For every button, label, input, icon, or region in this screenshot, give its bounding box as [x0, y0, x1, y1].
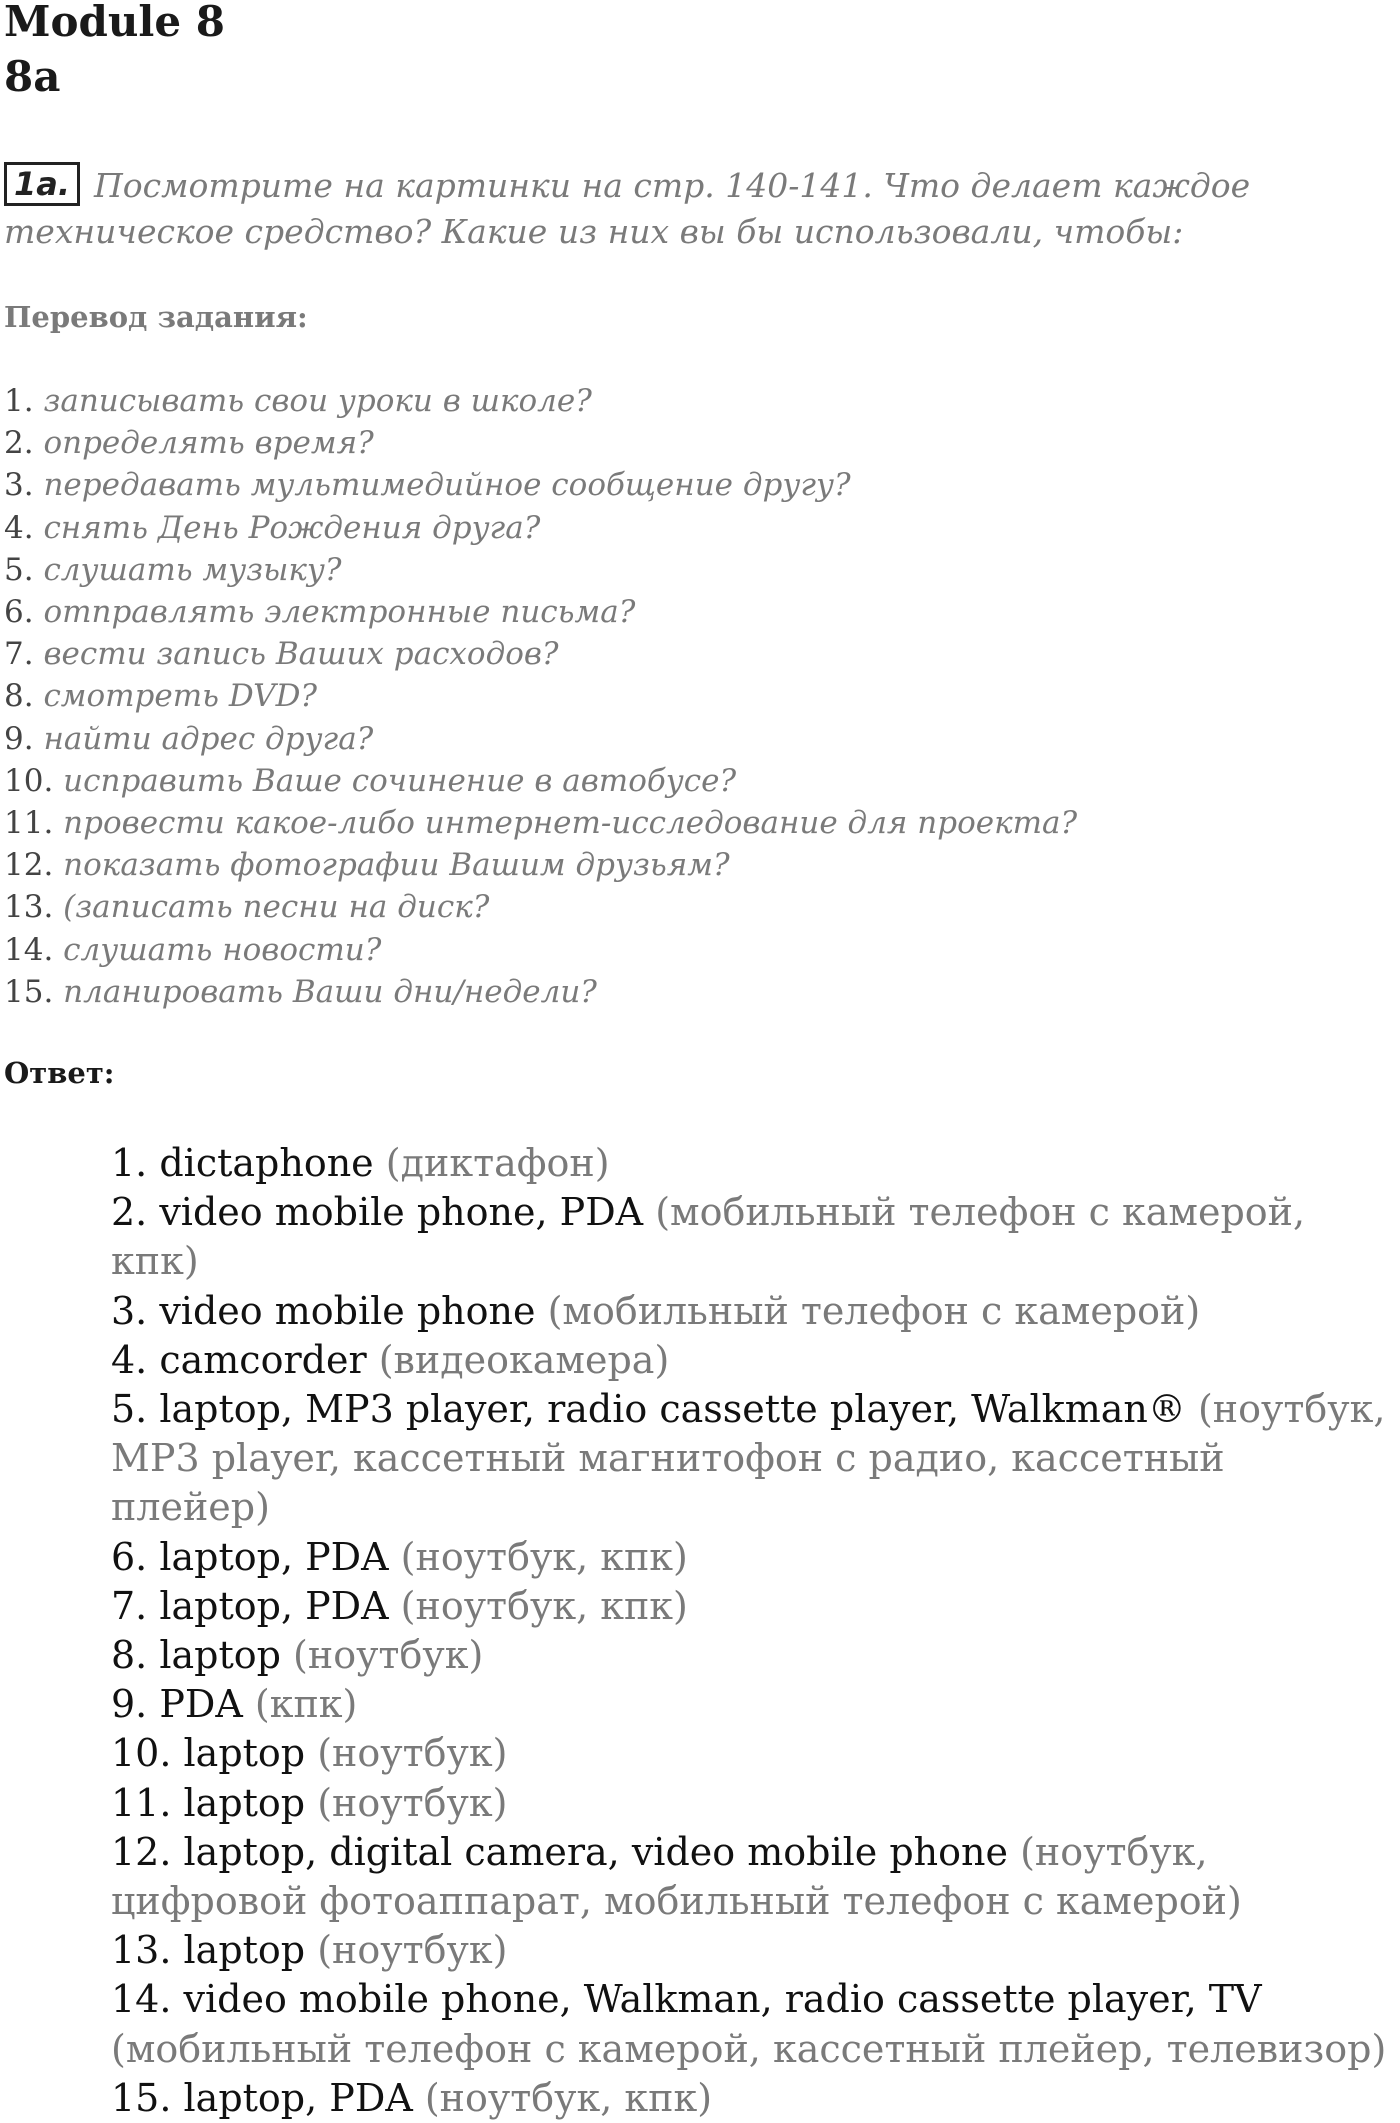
list-item: [4, 549, 1077, 591]
question-number: 1.: [4, 383, 34, 419]
answer-english: 10. laptop: [111, 1731, 306, 1776]
question-text: исправить Ваше сочинение в автобусе?: [63, 762, 737, 799]
question-number: 4.: [4, 509, 34, 546]
answer-translation: (ноутбук, кпк): [424, 2075, 713, 2120]
list-item: [111, 1188, 1391, 1286]
list-item: [4, 422, 1077, 464]
question-number: 7.: [4, 636, 34, 673]
list-item: [4, 929, 1077, 971]
list-item: [111, 1631, 1391, 1680]
answer-translation: (ноутбук): [317, 1731, 508, 1776]
question-number: 12.: [4, 847, 54, 884]
question-number: 13.: [4, 889, 54, 926]
question-number: 6.: [4, 594, 34, 631]
question-text: отправлять электронные письма?: [43, 594, 636, 631]
answer-translation: (ноутбук, цифровой фотоаппарат, мобильный телефон с камерой): [111, 1829, 1242, 1924]
question-number: 15.: [4, 973, 54, 1010]
list-item: [4, 844, 1077, 886]
answer-translation: (мобильный телефон с камерой): [547, 1288, 1201, 1333]
question-text: передавать мультимедийное сообщение другу?: [43, 467, 851, 504]
question-text: записывать свои уроки в школе?: [43, 383, 592, 419]
answer-english: 9. PDA: [111, 1682, 243, 1727]
answer-translation: (ноутбук, MP3 player, кассетный магнитофон с радио, кассетный плейер): [111, 1387, 1386, 1530]
list-item: [4, 971, 1077, 1013]
answer-english: 4. camcorder: [111, 1337, 367, 1382]
answer-english: 7. laptop, PDA: [111, 1583, 389, 1628]
list-item: [111, 1287, 1391, 1336]
question-number: 9.: [4, 720, 34, 757]
answer-english: 2. video mobile phone, PDA: [111, 1190, 644, 1235]
list-item: [111, 1975, 1391, 2073]
question-text: слушать музыку?: [43, 551, 342, 588]
list-item: [4, 802, 1077, 844]
answer-english: 6. laptop, PDA: [111, 1534, 389, 1579]
answer-translation: (кпк): [254, 1682, 358, 1727]
list-item: [4, 718, 1077, 760]
question-number: 8.: [4, 678, 34, 715]
question-text: найти адрес друга?: [43, 720, 374, 757]
module-title: Module 8: [4, 0, 225, 46]
answer-translation: (мобильный телефон с камерой, кассетный плейер, телевизор): [111, 2026, 1387, 2071]
list-item: [4, 633, 1077, 675]
list-item: [4, 464, 1077, 506]
answer-english: 1. dictaphone: [111, 1141, 374, 1185]
section-title: 8a: [4, 52, 61, 101]
list-item: [111, 2074, 1391, 2123]
question-number: 5.: [4, 551, 34, 588]
answer-translation: (диктафон): [385, 1141, 610, 1185]
list-item: [111, 1385, 1391, 1533]
list-item: [111, 1729, 1391, 1778]
answer-translation: (ноутбук): [317, 1928, 508, 1973]
task-instruction: [4, 162, 1384, 255]
question-text: провести какое-либо интернет-исследование для проекта?: [63, 805, 1078, 842]
list-item: [4, 760, 1077, 802]
answer-english: 8. laptop: [111, 1633, 281, 1678]
list-item: [111, 1828, 1391, 1926]
question-number: 2.: [4, 425, 34, 462]
answer-translation: (видеокамера): [378, 1337, 670, 1382]
question-list: [4, 380, 1077, 1013]
answer-english: 3. video mobile phone: [111, 1288, 536, 1333]
list-item: [4, 675, 1077, 717]
answer-english: 15. laptop, PDA: [111, 2075, 413, 2120]
question-number: 11.: [4, 805, 54, 842]
question-text: определять время?: [43, 425, 374, 462]
list-item: [111, 1779, 1391, 1828]
list-item: [111, 1336, 1391, 1385]
answer-translation: (мобильный телефон с камерой, кпк): [111, 1190, 1306, 1284]
answer-english: 14. video mobile phone, Walkman, radio cassette player, TV: [111, 1977, 1262, 2022]
list-item: [111, 1139, 1391, 1188]
list-item: [4, 507, 1077, 549]
answer-english: 12. laptop, digital camera, video mobile phone: [111, 1829, 1008, 1874]
task-text: Посмотрите на картинки на стр. 140-141. Что делает каждое техническое средство? Какие из них вы бы использовали, чтобы:: [4, 166, 1251, 251]
answer-english: 13. laptop: [111, 1928, 306, 1973]
question-text: вести запись Ваших расходов?: [43, 636, 559, 673]
answer-english: 5. laptop, MP3 player, radio cassette player, Walkman®: [111, 1387, 1186, 1432]
list-item: [111, 1582, 1391, 1631]
answer-label: Ответ:: [4, 1056, 115, 1090]
question-text: слушать новости?: [63, 931, 382, 968]
list-item: [111, 1533, 1391, 1582]
question-text: смотреть DVD?: [43, 678, 318, 715]
answer-translation: (ноутбук): [293, 1633, 484, 1678]
task-number-badge: 1a.: [4, 162, 80, 206]
answer-translation: (ноутбук, кпк): [400, 1583, 688, 1628]
answer-english: 11. laptop: [111, 1780, 306, 1825]
list-item: [111, 1680, 1391, 1729]
question-number: 3.: [4, 467, 34, 504]
answer-translation: (ноутбук, кпк): [400, 1534, 688, 1579]
answer-translation: (ноутбук): [317, 1780, 508, 1825]
question-text: снять День Рождения друга?: [43, 509, 541, 546]
question-number: 14.: [4, 931, 54, 968]
question-text: планировать Ваши дни/недели?: [63, 973, 597, 1010]
question-text: (записать песни на диск?: [63, 889, 490, 926]
answer-list: [111, 1139, 1391, 2123]
translation-label: Перевод задания:: [4, 300, 308, 334]
list-item: [111, 1926, 1391, 1975]
question-number: 10.: [4, 762, 54, 799]
question-text: показать фотографии Вашим друзьям?: [63, 847, 730, 884]
list-item: [4, 886, 1077, 928]
list-item: [4, 591, 1077, 633]
list-item: [4, 380, 1077, 422]
